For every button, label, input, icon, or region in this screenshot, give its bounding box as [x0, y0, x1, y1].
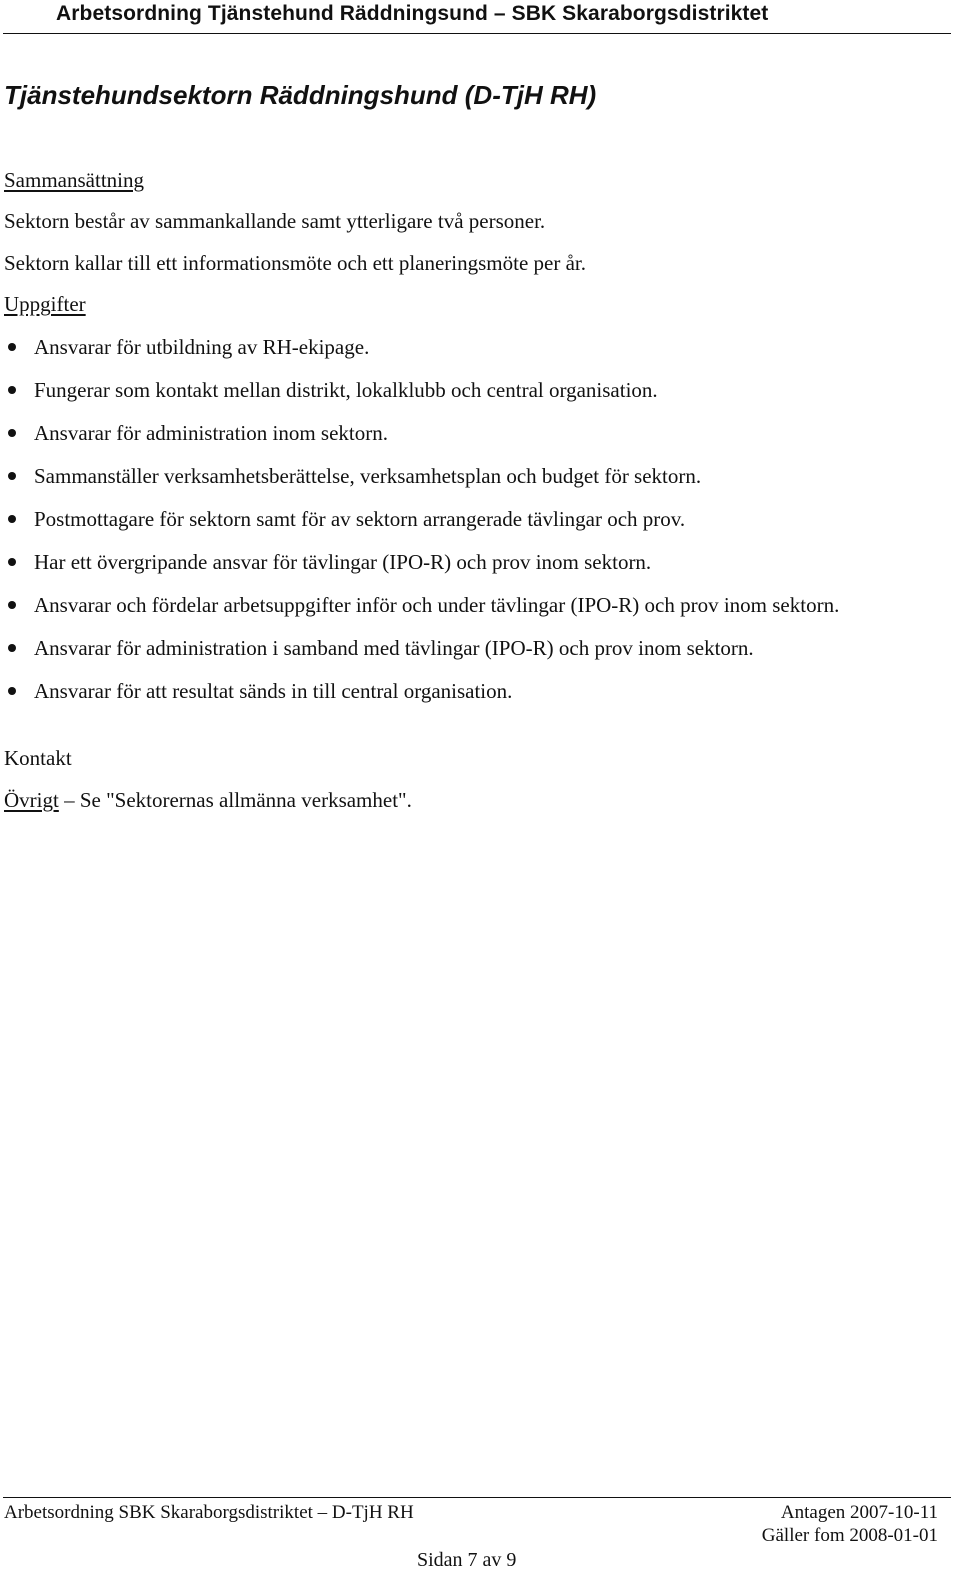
footer-left-text: Arbetsordning SBK Skaraborgsdistriktet – D-TjH RH — [4, 1502, 414, 1523]
page-number: Sidan 7 av 9 — [417, 1549, 517, 1571]
task-text: Ansvarar och fördelar arbetsuppgifter inför och under tävlingar (IPO-R) och prov inom sektorn. — [34, 593, 840, 617]
list-item — [0, 419, 930, 447]
task-text: Ansvarar för att resultat sänds in till central organisation. — [34, 679, 513, 703]
list-item — [0, 333, 930, 361]
header-divider — [3, 33, 951, 34]
bullet-icon — [8, 601, 16, 609]
task-text: Sammanställer verksamhetsberättelse, verksamhetsplan och budget för sektorn. — [34, 464, 702, 488]
task-text: Ansvarar för administration inom sektorn. — [34, 421, 389, 445]
tasks-heading: Uppgifter — [4, 292, 86, 316]
bullet-icon — [8, 687, 16, 695]
list-item — [0, 591, 930, 619]
contact-heading: Kontakt — [4, 746, 72, 770]
composition-line-2: Sektorn kallar till ett informationsmöte och ett planeringsmöte per år. — [4, 251, 587, 275]
bullet-icon — [8, 386, 16, 394]
document-title: Tjänstehundsektorn Räddningshund (D-TjH RH) — [4, 80, 597, 110]
bullet-icon — [8, 644, 16, 652]
task-text: Fungerar som kontakt mellan distrikt, lokalklubb och central organisation. — [34, 378, 658, 402]
page-header-title: Arbetsordning Tjänstehund Räddningsund – SBK Skaraborgsdistriktet — [56, 2, 769, 25]
other-text: – Se "Sektorernas allmänna verksamhet". — [58, 788, 412, 812]
footer-divider — [3, 1497, 951, 1498]
bullet-icon — [8, 343, 16, 351]
list-item — [0, 505, 930, 533]
task-text: Ansvarar för administration i samband med tävlingar (IPO-R) och prov inom sektorn. — [34, 636, 754, 660]
task-text: Postmottagare för sektorn samt för av sektorn arrangerade tävlingar och prov. — [34, 507, 686, 531]
task-text: Ansvarar för utbildning av RH-ekipage. — [34, 335, 370, 359]
task-text: Har ett övergripande ansvar för tävlingar (IPO-R) och prov inom sektorn. — [34, 550, 652, 574]
bullet-icon — [8, 472, 16, 480]
other-heading: Övrigt — [4, 788, 59, 812]
bullet-icon — [8, 515, 16, 523]
footer-valid-date: Gäller fom 2008-01-01 — [761, 1525, 938, 1546]
tasks-list — [0, 333, 930, 720]
list-item — [0, 376, 930, 404]
footer-adopted-date: Antagen 2007-10-11 — [780, 1502, 938, 1523]
other-section — [4, 786, 412, 814]
list-item — [0, 634, 930, 662]
composition-heading: Sammansättning — [4, 168, 144, 192]
bullet-icon — [8, 558, 16, 566]
list-item — [0, 677, 930, 705]
composition-line-1: Sektorn består av sammankallande samt ytterligare två personer. — [4, 209, 546, 233]
bullet-icon — [8, 429, 16, 437]
list-item — [0, 462, 930, 490]
list-item — [0, 548, 930, 576]
